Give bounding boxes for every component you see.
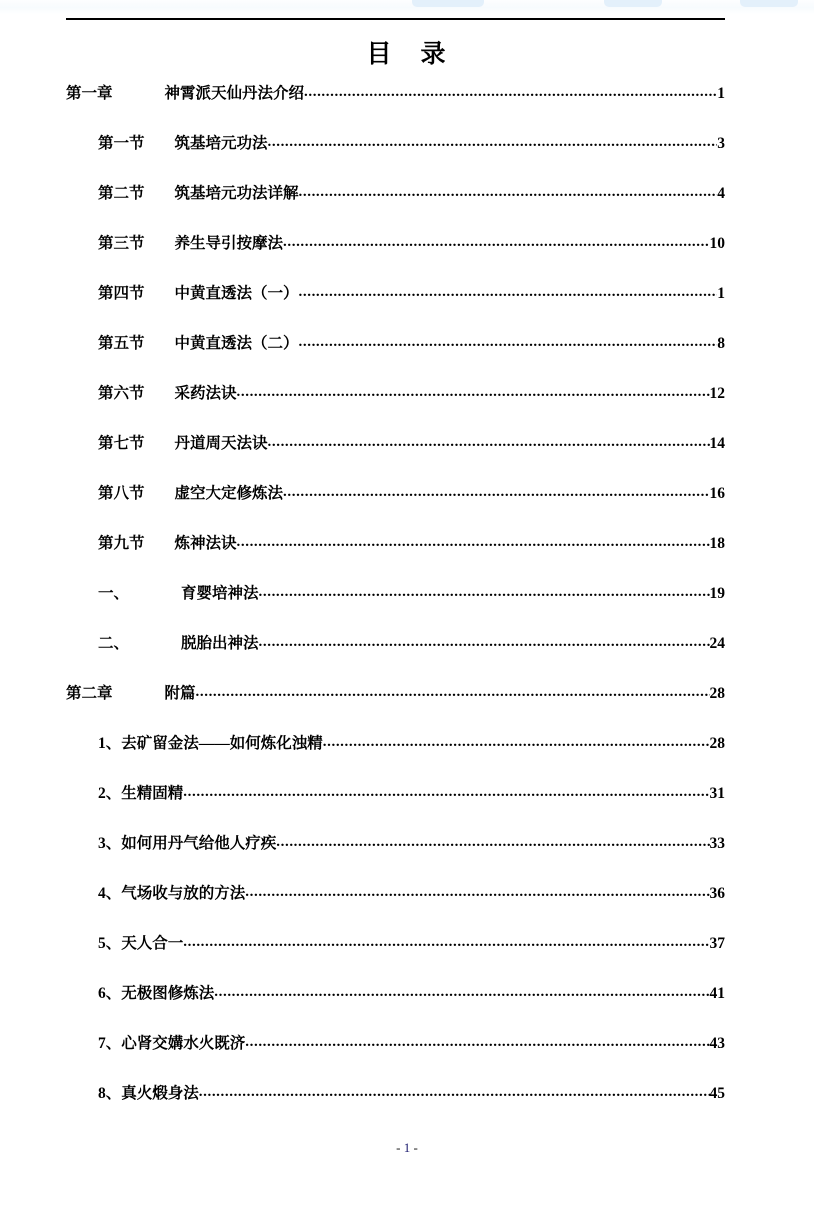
toc-entry-page-number: 3 xyxy=(717,135,725,152)
toc-entry-page-number: 36 xyxy=(709,885,725,902)
toc-entry-label: 2、 xyxy=(98,785,122,802)
toc-entry-page-number: 1 xyxy=(717,85,725,102)
table-of-contents xyxy=(66,86,725,1136)
toc-leader-dots xyxy=(299,285,718,300)
toc-leader-dots xyxy=(268,435,710,450)
toc-entry-title: 神霄派天仙丹法介绍 xyxy=(164,85,305,102)
toc-entry-label: 第三节 xyxy=(98,235,145,252)
toc-entry-page-number: 41 xyxy=(709,985,725,1002)
toc-entry-page-number: 19 xyxy=(709,585,725,602)
toc-entry-page-number: 28 xyxy=(709,685,725,702)
toc-entry-label: 二、 xyxy=(98,635,130,652)
toc-entry-label: 第四节 xyxy=(98,285,145,302)
toc-entry-label: 第八节 xyxy=(98,485,145,502)
toc-leader-dots xyxy=(183,785,709,800)
toc-leader-dots xyxy=(183,935,709,950)
toc-entry-label: 第一章 xyxy=(66,85,113,102)
toc-entry[interactable] xyxy=(66,486,725,536)
toc-entry-page-number: 31 xyxy=(709,785,725,802)
toc-entry-title: 气场收与放的方法 xyxy=(121,885,246,902)
toc-entry-title: 心肾交媾水火既济 xyxy=(121,1035,246,1052)
toc-entry-title: 如何用丹气给他人疗疾 xyxy=(121,835,277,852)
toc-entry[interactable] xyxy=(66,386,725,436)
header-divider xyxy=(66,18,725,20)
toc-entry-title: 中黄直透法（一） xyxy=(174,285,299,302)
toolbar-chip[interactable] xyxy=(740,0,798,7)
toc-entry[interactable] xyxy=(66,236,725,286)
toc-entry[interactable] xyxy=(66,1086,725,1136)
toc-entry[interactable] xyxy=(66,936,725,986)
toc-leader-dots xyxy=(304,85,717,100)
toc-entry-label: 第二章 xyxy=(66,685,113,702)
toc-entry-label: 一、 xyxy=(98,585,130,602)
toc-entry-title: 真火煅身法 xyxy=(121,1085,199,1102)
toc-entry-page-number: 37 xyxy=(709,935,725,952)
toc-entry[interactable] xyxy=(66,86,725,136)
toc-leader-dots xyxy=(199,1085,710,1100)
toc-entry-label: 6、 xyxy=(98,985,122,1002)
toc-entry-page-number: 4 xyxy=(717,185,725,202)
toc-leader-dots xyxy=(259,635,710,650)
toc-entry-title: 丹道周天法诀 xyxy=(174,435,268,452)
toc-entry[interactable] xyxy=(66,286,725,336)
toc-entry-label: 7、 xyxy=(98,1035,122,1052)
footer-dash-left: - xyxy=(396,1140,401,1155)
page-title: 目 录 xyxy=(366,41,448,68)
toc-entry[interactable] xyxy=(66,1036,725,1086)
toc-entry-label: 第一节 xyxy=(98,135,145,152)
toc-entry[interactable] xyxy=(66,136,725,186)
toc-entry-page-number: 1 xyxy=(717,285,725,302)
toc-entry[interactable] xyxy=(66,536,725,586)
toc-leader-dots xyxy=(245,1035,709,1050)
toc-entry-label: 4、 xyxy=(98,885,122,902)
toc-entry[interactable] xyxy=(66,786,725,836)
toc-entry-title: 筑基培元功法 xyxy=(174,135,268,152)
toc-entry-page-number: 10 xyxy=(709,235,725,252)
toc-entry-title: 养生导引按摩法 xyxy=(174,235,284,252)
toc-entry-page-number: 28 xyxy=(709,735,725,752)
top-toolbar-strip xyxy=(0,0,814,14)
toc-entry[interactable] xyxy=(66,836,725,886)
toc-entry-label: 1、 xyxy=(98,735,122,752)
toc-entry[interactable] xyxy=(66,736,725,786)
toc-leader-dots xyxy=(299,335,718,350)
toc-entry-page-number: 43 xyxy=(709,1035,725,1052)
toc-entry[interactable] xyxy=(66,186,725,236)
toc-entry-page-number: 33 xyxy=(709,835,725,852)
toc-entry[interactable] xyxy=(66,986,725,1036)
toc-entry-title: 脱胎出神法 xyxy=(181,635,259,652)
toc-entry-title: 天人合一 xyxy=(121,935,184,952)
toolbar-chip[interactable] xyxy=(412,0,484,7)
page-footer xyxy=(0,1140,814,1156)
toc-entry-label: 第二节 xyxy=(98,185,145,202)
toc-leader-dots xyxy=(323,735,710,750)
toc-entry-title: 去矿留金法——如何炼化浊精 xyxy=(121,735,323,752)
toc-entry[interactable] xyxy=(66,436,725,486)
toc-entry-label: 第九节 xyxy=(98,535,145,552)
toc-entry-label: 3、 xyxy=(98,835,122,852)
footer-dash-right: - xyxy=(413,1140,418,1155)
toc-leader-dots xyxy=(237,385,710,400)
toc-leader-dots xyxy=(237,535,710,550)
toc-leader-dots xyxy=(245,885,709,900)
toc-entry-title: 育婴培神法 xyxy=(181,585,259,602)
toc-entry-label: 8、 xyxy=(98,1085,122,1102)
toc-leader-dots xyxy=(276,835,709,850)
toc-entry-page-number: 8 xyxy=(717,335,725,352)
toc-entry-page-number: 24 xyxy=(709,635,725,652)
toc-entry-page-number: 12 xyxy=(709,385,725,402)
toc-entry-label: 第六节 xyxy=(98,385,145,402)
toc-entry-page-number: 16 xyxy=(709,485,725,502)
toc-entry[interactable] xyxy=(66,336,725,386)
toc-entry[interactable] xyxy=(66,686,725,736)
toc-entry-title: 生精固精 xyxy=(121,785,184,802)
toc-entry-page-number: 14 xyxy=(709,435,725,452)
toc-entry-page-number: 45 xyxy=(709,1085,725,1102)
toc-entry-title: 炼神法诀 xyxy=(174,535,237,552)
footer-page-number: 1 xyxy=(403,1140,411,1155)
toc-entry-label: 5、 xyxy=(98,935,122,952)
toc-entry[interactable] xyxy=(66,636,725,686)
toc-entry-title: 筑基培元功法详解 xyxy=(174,185,299,202)
toc-entry-label: 第五节 xyxy=(98,335,145,352)
toc-leader-dots xyxy=(283,485,709,500)
toolbar-chip[interactable] xyxy=(604,0,662,7)
toc-leader-dots xyxy=(299,185,718,200)
toc-leader-dots xyxy=(283,235,709,250)
toc-leader-dots xyxy=(214,985,709,1000)
toc-entry[interactable] xyxy=(66,886,725,936)
toc-entry-title: 中黄直透法（二） xyxy=(174,335,299,352)
toc-entry-label: 第七节 xyxy=(98,435,145,452)
toc-leader-dots xyxy=(196,685,710,700)
toc-entry-title: 采药法诀 xyxy=(174,385,237,402)
toc-entry-page-number: 18 xyxy=(709,535,725,552)
toc-leader-dots xyxy=(268,135,718,150)
toc-leader-dots xyxy=(259,585,710,600)
toc-entry-title: 虚空大定修炼法 xyxy=(174,485,284,502)
toc-entry[interactable] xyxy=(66,586,725,636)
toc-entry-title: 附篇 xyxy=(164,685,196,702)
toc-entry-title: 无极图修炼法 xyxy=(121,985,215,1002)
